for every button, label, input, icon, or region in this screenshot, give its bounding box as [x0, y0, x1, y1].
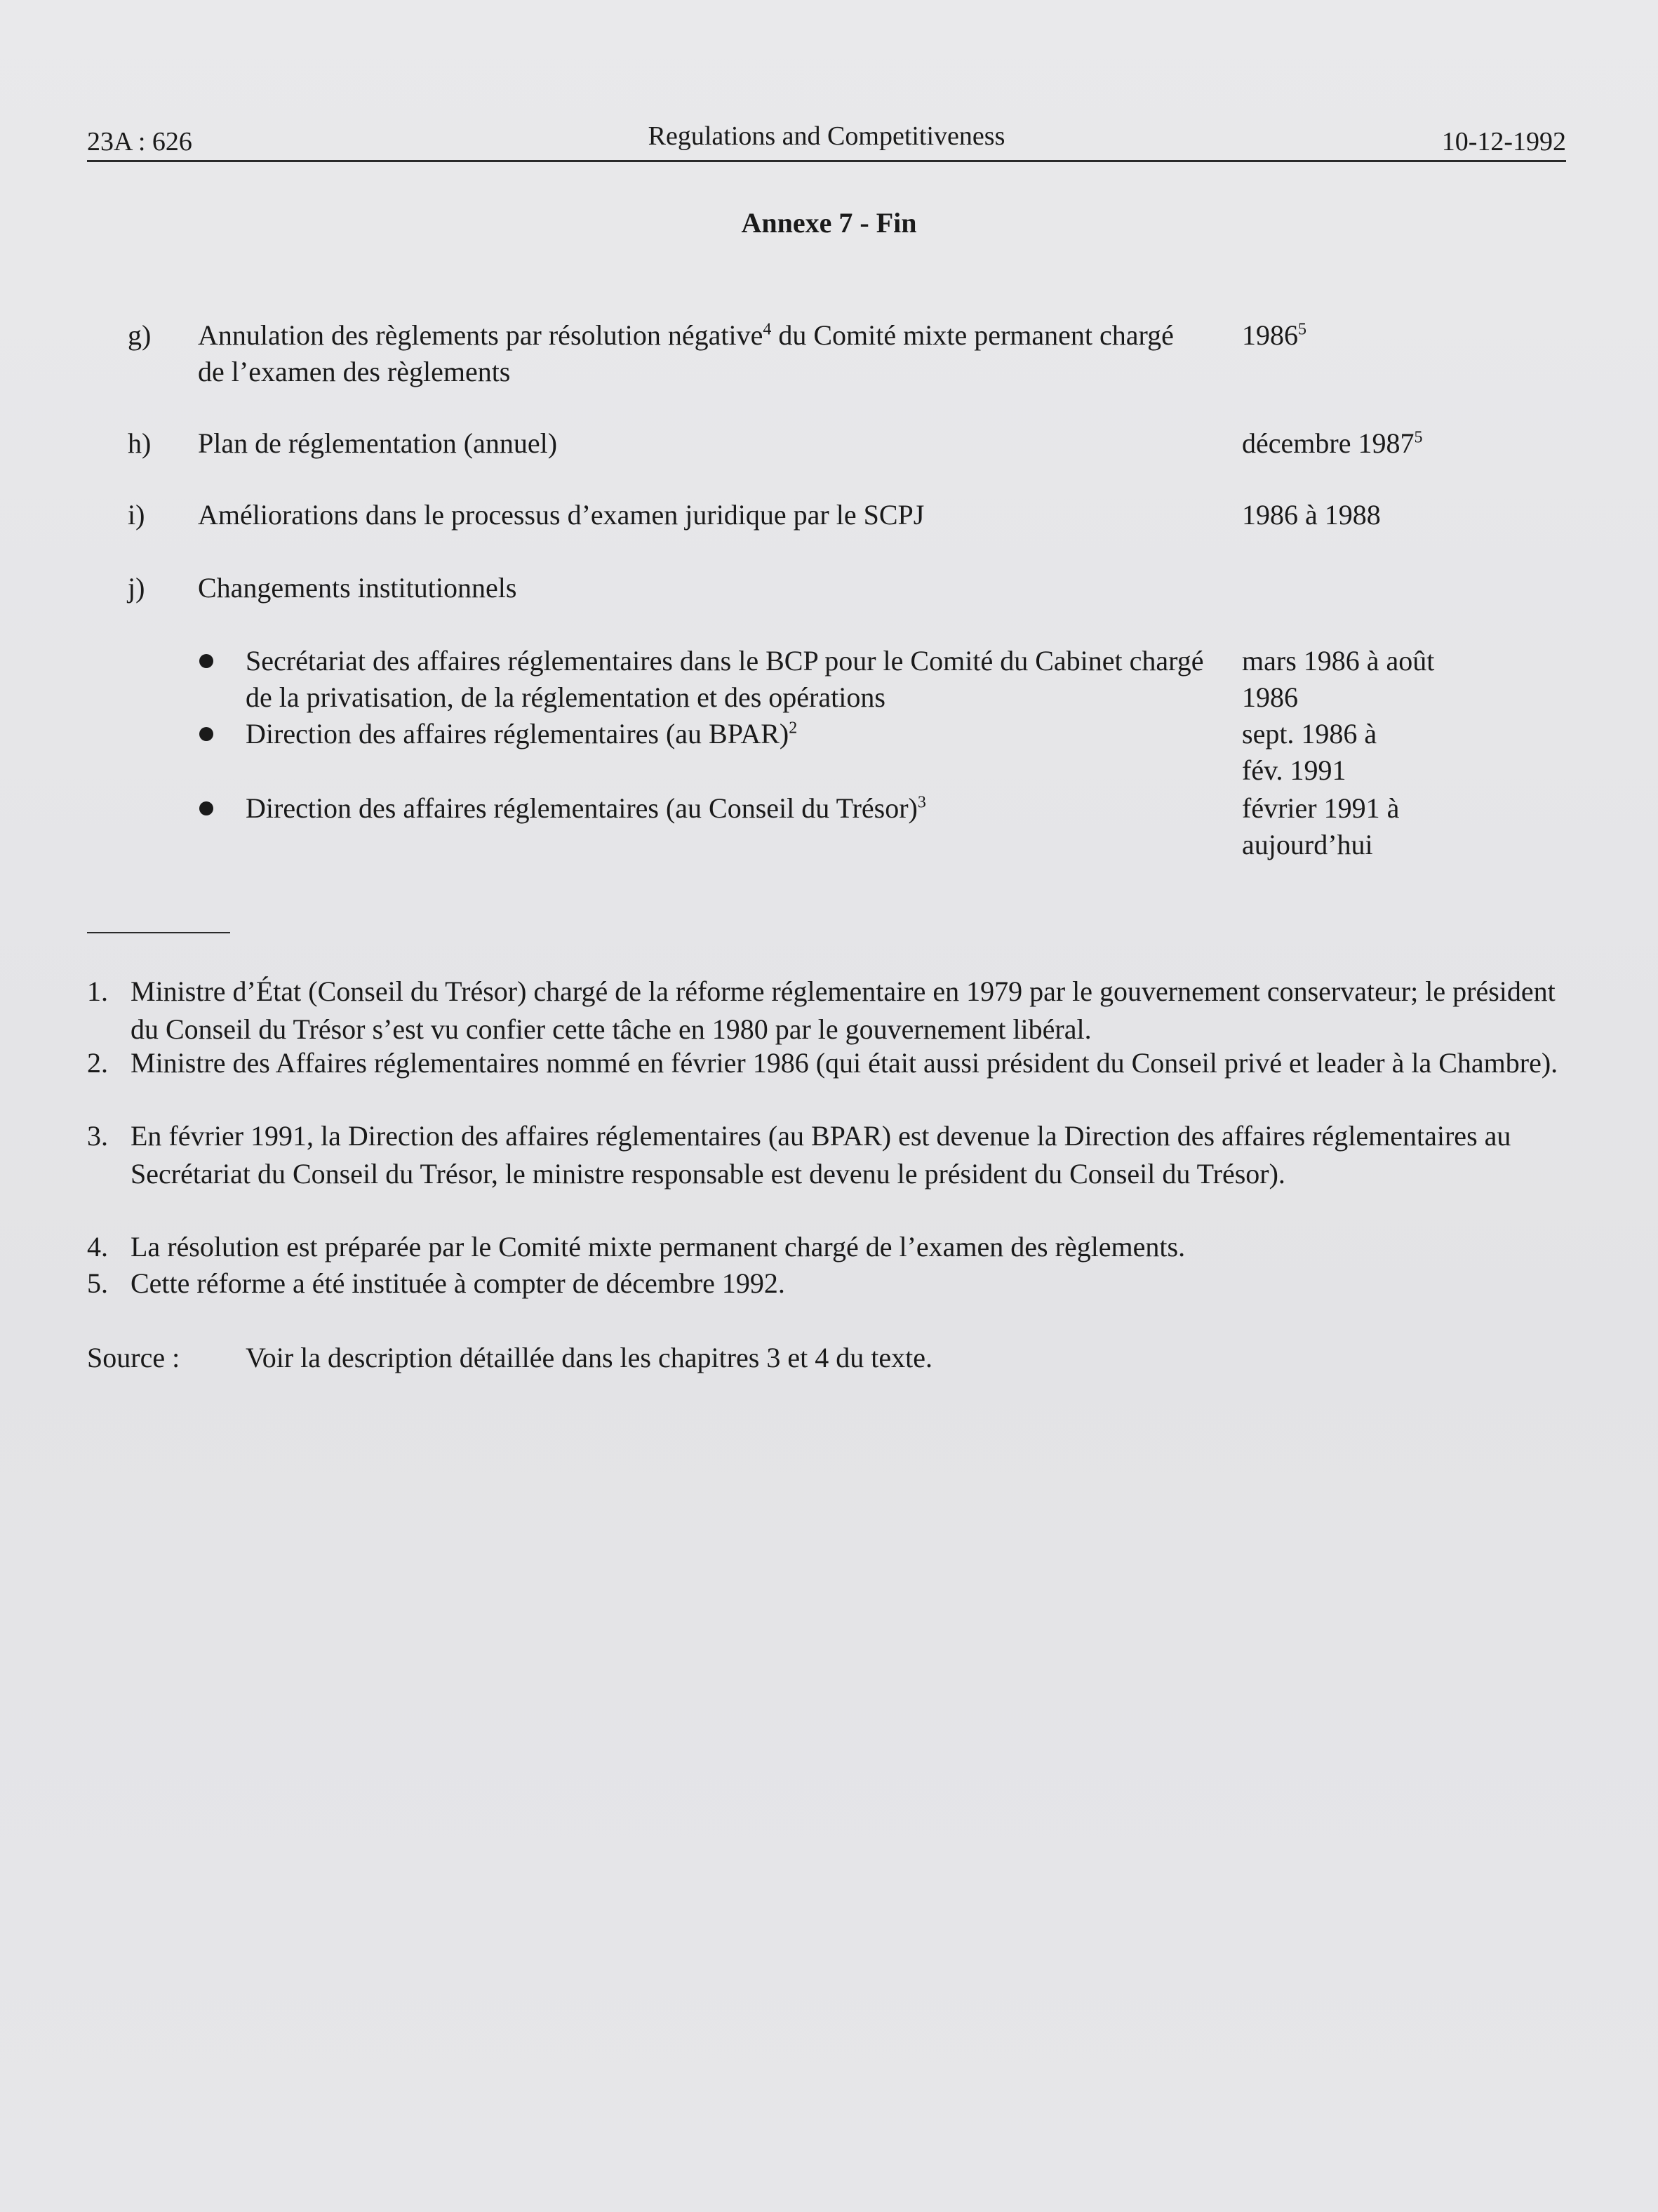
- page-reference: 23A : 626: [87, 127, 192, 156]
- item-label: i): [128, 499, 145, 531]
- footnote-text: Cette réforme a été instituée à compter de décembre 1992.: [131, 1267, 785, 1299]
- footnote: [87, 1117, 1567, 1231]
- running-title: Regulations and Competitiveness: [648, 121, 1005, 151]
- bullet-text: Secrétariat des affaires réglementaires dans le BCP pour le Comité du Cabinet chargé de la privatisation, de la réglementation et des opérations: [246, 645, 1204, 713]
- footnote-text: La résolution est préparée par le Comité mixte permanent chargé de l’examen des règlements.: [131, 1231, 1186, 1262]
- bullet-item: [0, 643, 1658, 720]
- bullet-date: sept. 1986 à fév. 1991: [1242, 718, 1377, 786]
- footnote-text: Ministre des Affaires réglementaires nommé en février 1986 (qui était aussi président du Conseil privé et leader à la Chambre).: [131, 1047, 1558, 1079]
- bullet-icon: [199, 727, 213, 741]
- source-label: Source :: [87, 1342, 180, 1373]
- footnote-text: Ministre d’État (Conseil du Trésor) chargé de la réforme réglementaire en 1979 par le gouvernement conservateur; le président du Conseil du Trésor s’est vu confier cette tâche en 1980 par le gouvernement libéral.: [131, 975, 1556, 1045]
- bullet-item: [0, 716, 1658, 793]
- list-item: [0, 497, 1658, 536]
- bullet-icon: [199, 801, 213, 815]
- item-date: 1986$^5$: [1242, 319, 1306, 351]
- bullet-date: février 1991 à aujourd’hui: [1242, 792, 1400, 860]
- header-rule: [87, 160, 1566, 162]
- list-item: [0, 425, 1658, 465]
- footnote-number: 1.: [87, 975, 108, 1007]
- footnote-text: En février 1991, la Direction des affaires réglementaires (au BPAR) est devenue la Direction des affaires réglementaires au Secrétariat du Conseil du Trésor, le ministre responsable est devenu le président du Conseil du Trésor).: [131, 1120, 1511, 1190]
- footnote: [87, 1265, 1567, 1302]
- item-date: 1986 à 1988: [1242, 499, 1381, 531]
- footnote-number: 4.: [87, 1231, 108, 1262]
- item-label: h): [128, 427, 152, 459]
- item-text: Plan de réglementation (annuel): [198, 427, 558, 459]
- bullet-text: Direction des affaires réglementaires (au BPAR)$^2$: [246, 718, 798, 749]
- list-item: [0, 570, 1658, 609]
- item-label: j): [128, 572, 145, 604]
- item-text: Améliorations dans le processus d’examen juridique par le SCPJ: [198, 499, 925, 531]
- item-text: Annulation des règlements par résolution négative$^4$ du Comité mixte permanent chargé de l’examen des règlements: [198, 319, 1174, 387]
- footnote: [87, 1044, 1567, 1120]
- footnote-rule: [87, 932, 230, 933]
- item-date: décembre 1987$^5$: [1242, 427, 1423, 459]
- bullet-date: mars 1986 à août 1986: [1242, 645, 1435, 713]
- source-text: Voir la description détaillée dans les chapitres 3 et 4 du texte.: [246, 1342, 932, 1373]
- header-date: 10-12-1992: [1441, 127, 1566, 156]
- list-item: [0, 317, 1658, 394]
- item-label: g): [128, 319, 152, 351]
- footnote: [87, 1228, 1567, 1266]
- bullet-icon: [199, 654, 213, 668]
- bullet-item: [0, 790, 1658, 867]
- bullet-text: Direction des affaires réglementaires (au Conseil du Trésor)$^3$: [246, 792, 926, 824]
- footnote: [87, 973, 1567, 1048]
- footnote-number: 5.: [87, 1267, 108, 1299]
- annex-title: Annexe 7 - Fin: [741, 207, 917, 239]
- item-text: Changements institutionnels: [198, 572, 517, 604]
- footnote-number: 2.: [87, 1047, 108, 1079]
- footnote-number: 3.: [87, 1120, 108, 1152]
- page-header: [87, 121, 1566, 163]
